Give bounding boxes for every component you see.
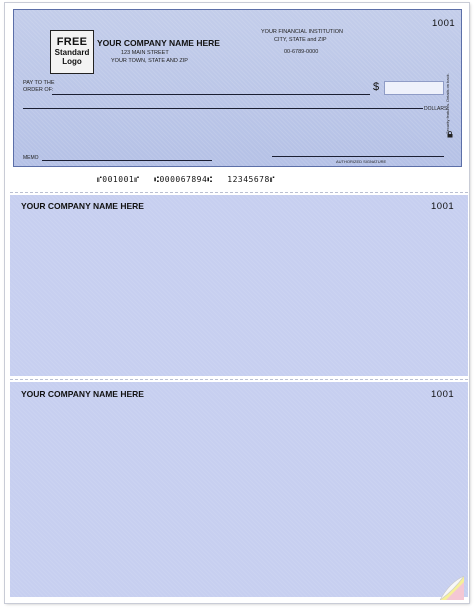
stub-1-company: YOUR COMPANY NAME HERE <box>21 201 144 211</box>
check-number: 1001 <box>432 18 456 29</box>
written-amount-line <box>23 108 423 109</box>
check-face <box>13 9 462 167</box>
stub-1 <box>10 195 468 376</box>
payee-line <box>52 94 370 95</box>
perforation-1 <box>10 192 468 193</box>
signature-label: AUTHORIZED SIGNATURE <box>336 159 387 164</box>
stub-2 <box>10 382 468 597</box>
stub-2-company: YOUR COMPANY NAME HERE <box>21 389 144 399</box>
check-sheet <box>5 3 469 603</box>
perforation-2 <box>10 379 468 380</box>
micr-account: 12345678⑈ <box>227 175 276 184</box>
company-city: YOUR TOWN, STATE AND ZIP <box>111 58 188 64</box>
pay-to-label-1: PAY TO THE <box>23 80 55 86</box>
micr-line <box>97 175 275 184</box>
dollar-sign: $ <box>373 81 380 93</box>
memo-line <box>42 160 212 161</box>
security-note: Security features. Details on back. <box>445 73 450 134</box>
signature-line <box>272 156 444 157</box>
logo-free-text: FREE <box>56 36 88 48</box>
stub-1-number: 1001 <box>431 201 455 212</box>
ply-corner-curl <box>440 576 464 600</box>
bank-name: YOUR FINANCIAL INSTITUTION <box>261 29 343 35</box>
micr-routing: ⑆000067894⑆ <box>154 175 213 184</box>
company-street: 123 MAIN STREET <box>121 50 169 56</box>
memo-label: MEMO <box>23 155 39 161</box>
logo-logo-text: Logo <box>62 57 82 66</box>
lock-icon <box>447 125 453 132</box>
amount-box[interactable] <box>384 81 444 95</box>
company-name: YOUR COMPANY NAME HERE <box>97 38 220 48</box>
stub-2-number: 1001 <box>431 389 455 400</box>
bank-fraction: 00-6789-0000 <box>284 49 319 55</box>
bank-city: CITY, STATE and ZIP <box>274 37 327 43</box>
pay-to-label-2: ORDER OF: <box>23 87 54 93</box>
logo-standard-text: Standard <box>54 48 90 57</box>
company-logo <box>50 30 94 74</box>
micr-check-number: ⑈001001⑈ <box>97 175 140 184</box>
dollars-label: DOLLARS <box>424 106 448 112</box>
